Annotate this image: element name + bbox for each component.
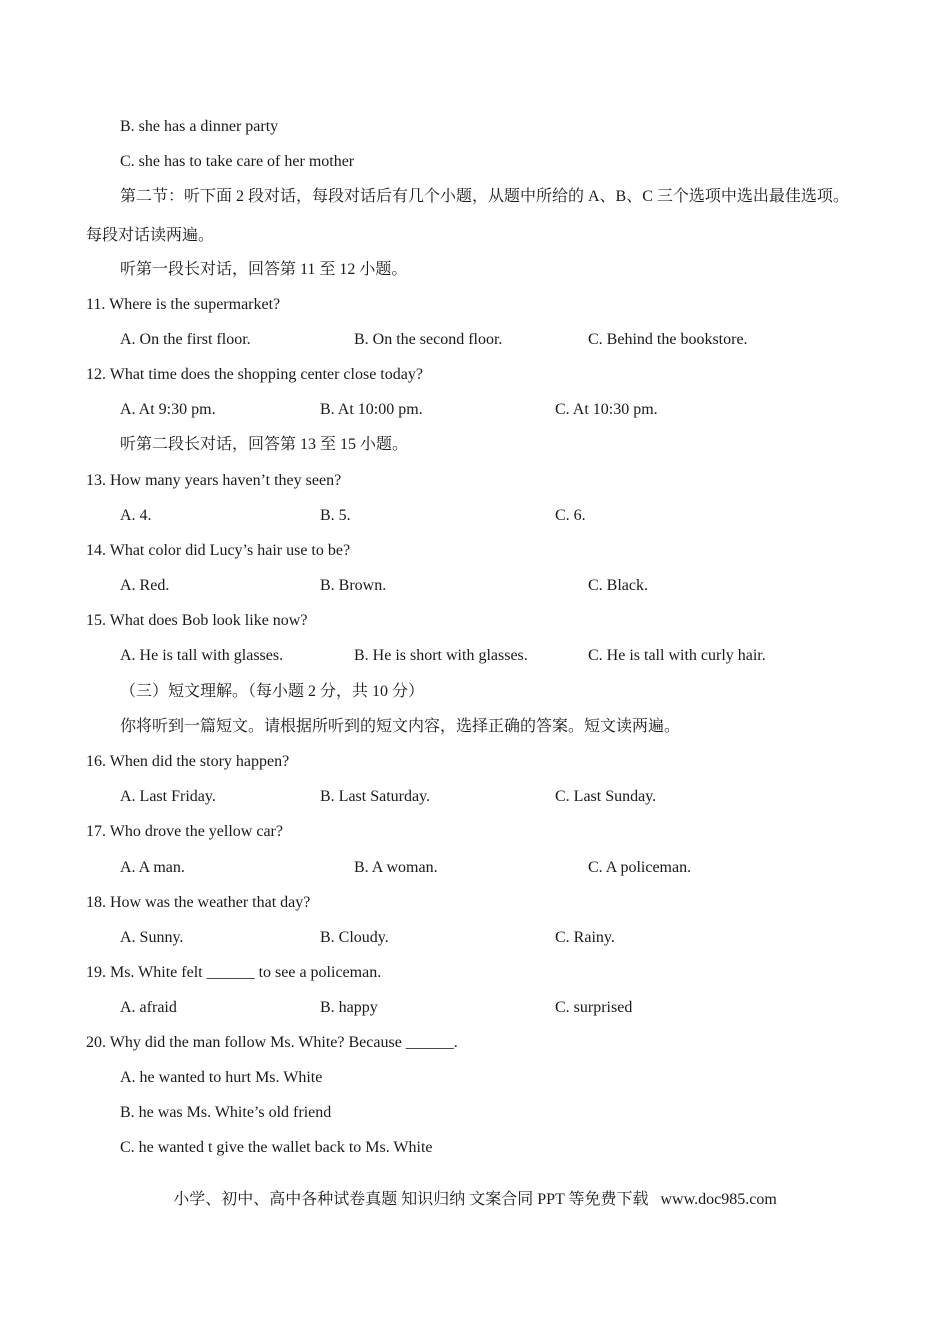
section-intro: 第二节：听下面 2 段对话，每段对话后有几个小题，从题中所给的 A、B、C 三个选项中选出最佳选项。 <box>120 188 849 205</box>
q13-option-b: B. 5. <box>320 507 351 524</box>
q17-option-a: A. A man. <box>120 859 185 876</box>
question-18: 18. How was the weather that day? <box>86 894 311 911</box>
q12-option-a: A. At 9:30 pm. <box>120 401 216 418</box>
q19-option-a: A. afraid <box>120 999 177 1016</box>
q14-option-a: A. Red. <box>120 577 170 594</box>
question-19: 19. Ms. White felt ______ to see a policeman. <box>86 964 382 981</box>
dialog-intro: 听第二段长对话，回答第 13 至 15 小题。 <box>120 436 409 453</box>
q18-option-c: C. Rainy. <box>555 929 615 946</box>
question-16: 16. When did the story happen? <box>86 753 290 770</box>
q14-option-b: B. Brown. <box>320 577 387 594</box>
q18-option-a: A. Sunny. <box>120 929 184 946</box>
q12-option-c: C. At 10:30 pm. <box>555 401 658 418</box>
option-line: C. she has to take care of her mother <box>120 153 355 170</box>
dialog-intro: 听第一段长对话，回答第 11 至 12 小题。 <box>120 261 408 278</box>
q15-option-b: B. He is short with glasses. <box>354 647 528 664</box>
q17-option-c: C. A policeman. <box>588 859 692 876</box>
q11-option-a: A. On the first floor. <box>120 331 251 348</box>
q20-option-a: A. he wanted to hurt Ms. White <box>120 1069 323 1086</box>
question-15: 15. What does Bob look like now? <box>86 612 308 629</box>
question-13: 13. How many years haven’t they seen? <box>86 472 342 489</box>
section-intro-cont: 每段对话读两遍。 <box>86 227 215 244</box>
q16-option-b: B. Last Saturday. <box>320 788 431 805</box>
q15-option-a: A. He is tall with glasses. <box>120 647 284 664</box>
question-20: 20. Why did the man follow Ms. White? Because ______. <box>86 1034 458 1051</box>
q20-option-c: C. he wanted t give the wallet back to Ms. White <box>120 1139 433 1156</box>
q17-option-b: B. A woman. <box>354 859 438 876</box>
q12-option-b: B. At 10:00 pm. <box>320 401 423 418</box>
q19-option-c: C. surprised <box>555 999 633 1016</box>
q16-option-c: C. Last Sunday. <box>555 788 657 805</box>
page-footer <box>0 1190 950 1210</box>
q11-option-c: C. Behind the bookstore. <box>588 331 748 348</box>
q18-option-b: B. Cloudy. <box>320 929 389 946</box>
q20-option-b: B. he was Ms. White’s old friend <box>120 1104 332 1121</box>
q13-option-c: C. 6. <box>555 507 586 524</box>
part-title: （三）短文理解。（每小题 2 分，共 10 分） <box>120 683 425 700</box>
q19-option-b: B. happy <box>320 999 378 1016</box>
question-12: 12. What time does the shopping center close today? <box>86 366 423 383</box>
q16-option-a: A. Last Friday. <box>120 788 216 805</box>
question-11: 11. Where is the supermarket? <box>86 296 281 313</box>
q13-option-a: A. 4. <box>120 507 152 524</box>
option-line: B. she has a dinner party <box>120 118 279 135</box>
footer-text: 小学、初中、高中各种试卷真题 知识归纳 文案合同 PPT 等免费下载 <box>173 1191 649 1208</box>
q15-option-c: C. He is tall with curly hair. <box>588 647 766 664</box>
q11-option-b: B. On the second floor. <box>354 331 503 348</box>
footer-url[interactable]: www.doc985.com <box>660 1191 777 1208</box>
question-14: 14. What color did Lucy’s hair use to be? <box>86 542 351 559</box>
question-17: 17. Who drove the yellow car? <box>86 823 283 840</box>
part-intro: 你将听到一篇短文。请根据所听到的短文内容，选择正确的答案。短文读两遍。 <box>120 718 681 735</box>
q14-option-c: C. Black. <box>588 577 648 594</box>
